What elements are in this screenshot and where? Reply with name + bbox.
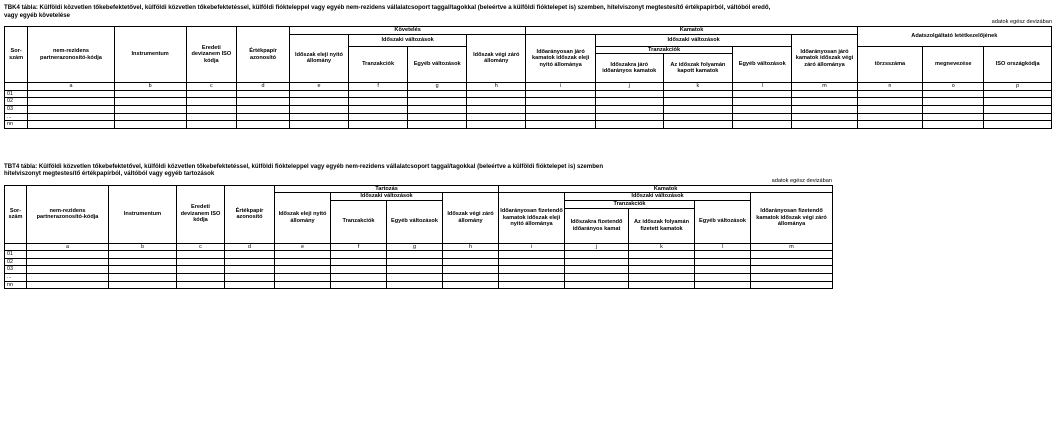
tbk4-unit: adatok egész devizában xyxy=(991,19,1052,25)
tbt4-header-egyeb: Egyéb változások xyxy=(387,200,443,243)
table-row xyxy=(5,273,833,281)
table-cell xyxy=(923,113,984,121)
table-cell xyxy=(387,281,443,289)
table-cell xyxy=(408,113,467,121)
tbt4-letter-row xyxy=(5,243,833,251)
tbk4-header-idoszaki: Időszaki változások xyxy=(349,34,467,46)
table-cell xyxy=(289,113,348,121)
table-cell xyxy=(349,121,408,129)
table-cell xyxy=(467,90,526,98)
tbt4-header-eredeti: Eredeti devizanem ISO kódja xyxy=(177,185,225,243)
table-cell xyxy=(751,273,833,281)
table-cell xyxy=(733,105,792,113)
table-row xyxy=(5,121,1052,129)
column-letter: j xyxy=(565,243,629,251)
table-cell xyxy=(526,113,596,121)
table-cell xyxy=(177,281,225,289)
table-cell xyxy=(565,251,629,259)
table-cell xyxy=(109,281,177,289)
table-cell xyxy=(857,121,922,129)
table-cell xyxy=(526,98,596,106)
table-cell xyxy=(526,121,596,129)
table-cell xyxy=(733,121,792,129)
table-cell xyxy=(467,105,526,113)
tbk4-header-kamatok: Kamatok xyxy=(526,27,857,35)
table-cell xyxy=(177,266,225,274)
table-cell xyxy=(237,105,290,113)
table-cell xyxy=(109,266,177,274)
table-cell xyxy=(984,90,1052,98)
column-letter: c xyxy=(177,243,225,251)
table-cell xyxy=(237,90,290,98)
table-cell xyxy=(792,90,857,98)
table-cell xyxy=(109,251,177,259)
table-cell xyxy=(751,258,833,266)
table-cell xyxy=(28,105,115,113)
table-cell xyxy=(792,98,857,106)
column-letter: k xyxy=(629,243,695,251)
table-cell xyxy=(663,98,733,106)
table-cell xyxy=(237,113,290,121)
table-cell xyxy=(565,258,629,266)
table-cell xyxy=(499,258,565,266)
tbt4-header-tranz: Tranzakciók xyxy=(331,200,387,243)
table-cell xyxy=(349,105,408,113)
table-cell xyxy=(28,90,115,98)
table-cell xyxy=(984,113,1052,121)
tbt4-title xyxy=(4,163,832,178)
tbk4-table xyxy=(4,26,1052,129)
table-cell xyxy=(923,90,984,98)
tbk4-title xyxy=(4,4,1052,19)
table-cell xyxy=(857,113,922,121)
table-cell xyxy=(114,121,186,129)
table-cell xyxy=(225,266,275,274)
table-cell xyxy=(595,98,663,106)
column-letter: i xyxy=(499,243,565,251)
row-number: 02 xyxy=(5,258,27,266)
table-cell xyxy=(923,105,984,113)
table-cell xyxy=(751,281,833,289)
table-cell xyxy=(695,251,751,259)
column-letter: h xyxy=(443,243,499,251)
tbt4-unit: adatok egész devizában xyxy=(771,177,832,184)
table-cell xyxy=(733,113,792,121)
table-cell xyxy=(751,251,833,259)
table-cell xyxy=(467,121,526,129)
table-cell xyxy=(28,98,115,106)
column-letter: e xyxy=(275,243,331,251)
table-row xyxy=(5,113,1052,121)
tbk4-header-instrumentum: Instrumentum xyxy=(114,27,186,83)
table-cell xyxy=(792,105,857,113)
table-cell xyxy=(186,98,237,106)
table-cell xyxy=(499,251,565,259)
table-cell xyxy=(499,266,565,274)
table-cell xyxy=(984,121,1052,129)
table-cell xyxy=(733,90,792,98)
table-cell xyxy=(629,258,695,266)
table-row xyxy=(5,266,833,274)
table-cell xyxy=(27,266,109,274)
table-cell xyxy=(526,90,596,98)
tbk4-header-k-jaro: Időszakra járó időarányos kamatok xyxy=(595,54,663,83)
tbk4-section xyxy=(4,4,1052,129)
table-row xyxy=(5,281,833,289)
table-cell xyxy=(629,251,695,259)
tbt4-header-zaro: Időszak végi záró állomány xyxy=(443,193,499,243)
column-letter: l xyxy=(695,243,751,251)
table-cell xyxy=(177,273,225,281)
table-cell xyxy=(186,113,237,121)
tbt4-header-ertekpapir: Értékpapír azonosító xyxy=(225,185,275,243)
table-cell xyxy=(349,113,408,121)
table-cell xyxy=(565,281,629,289)
table-cell xyxy=(663,121,733,129)
table-cell xyxy=(526,105,596,113)
table-row xyxy=(5,90,1052,98)
table-row xyxy=(5,105,1052,113)
tbt4-header-idoszaki: Időszaki változások xyxy=(331,193,443,201)
tbk4-header-nyito: Időszak eleji nyitó állomány xyxy=(289,34,348,83)
column-letter: e xyxy=(289,83,348,91)
table-cell xyxy=(387,273,443,281)
table-cell xyxy=(109,273,177,281)
column-letter: d xyxy=(237,83,290,91)
tbk4-header-k-tranz: Tranzakciók xyxy=(595,46,732,54)
table-cell xyxy=(565,266,629,274)
tbk4-header-megnev: megnevezése xyxy=(923,46,984,83)
table-cell xyxy=(225,251,275,259)
table-cell xyxy=(289,105,348,113)
table-cell xyxy=(27,281,109,289)
table-cell xyxy=(275,266,331,274)
column-letter: f xyxy=(331,243,387,251)
row-number: 01 xyxy=(5,251,27,259)
table-cell xyxy=(408,90,467,98)
table-cell xyxy=(443,258,499,266)
table-cell xyxy=(695,273,751,281)
table-cell xyxy=(387,258,443,266)
tbk4-header-k-egyeb: Egyéb változások xyxy=(733,46,792,83)
column-letter: a xyxy=(27,243,109,251)
tbt4-header-k-fizetendo: Időszakra fizetendő időarányos kamat xyxy=(565,208,629,243)
column-letter: j xyxy=(595,83,663,91)
table-cell xyxy=(177,251,225,259)
table-cell xyxy=(663,105,733,113)
table-cell xyxy=(695,258,751,266)
table-row xyxy=(5,251,833,259)
tbt4-header-instrumentum: Instrumentum xyxy=(109,185,177,243)
table-cell xyxy=(387,251,443,259)
tbk4-header-ertekpapir: Értékpapír azonosító xyxy=(237,27,290,83)
table-cell xyxy=(289,90,348,98)
table-cell xyxy=(275,273,331,281)
table-cell xyxy=(923,98,984,106)
table-cell xyxy=(499,273,565,281)
table-cell xyxy=(733,98,792,106)
table-cell xyxy=(408,121,467,129)
column-letter: b xyxy=(109,243,177,251)
tbt4-table xyxy=(4,185,833,289)
tbt4-section xyxy=(4,163,832,289)
table-cell xyxy=(114,113,186,121)
table-cell xyxy=(595,90,663,98)
tbk4-letter-row xyxy=(5,83,1052,91)
table-cell xyxy=(237,98,290,106)
table-cell xyxy=(349,90,408,98)
column-letter: m xyxy=(792,83,857,91)
tbt4-header-k-idoszaki: Időszaki változások xyxy=(565,193,751,201)
row-number: ... xyxy=(5,273,27,281)
table-cell xyxy=(331,266,387,274)
row-number: 03 xyxy=(5,266,27,274)
row-number: ... xyxy=(5,113,28,121)
column-letter: f xyxy=(349,83,408,91)
tbk4-header-partner: nem-rezidens partnerazonosító-kódja xyxy=(28,27,115,83)
tbk4-header-adat: Adatszolgáltató letétkezelőjének xyxy=(857,27,1051,47)
table-cell xyxy=(751,266,833,274)
tbt4-header-sor: Sor-szám xyxy=(5,185,27,243)
table-cell xyxy=(663,113,733,121)
table-cell xyxy=(109,258,177,266)
tbt4-header-partner: nem-rezidens partnerazonosító-kódja xyxy=(27,185,109,243)
tbk4-header-k-kapott: Az időszak folyamán kapott kamatok xyxy=(663,54,733,83)
tbk4-header-koveteles: Követelés xyxy=(289,27,525,35)
table-cell xyxy=(792,121,857,129)
column-letter: b xyxy=(114,83,186,91)
column-letter: l xyxy=(733,83,792,91)
column-letter: i xyxy=(526,83,596,91)
tbt4-header-k-nyito: Időarányosan fizetendő kamatok időszak eleji nyitó állománya xyxy=(499,193,565,243)
table-cell xyxy=(225,273,275,281)
tbt4-title-line2: hitelviszonyt megtestesítő értékpapírból, váltóból vagy egyéb tartozások xyxy=(4,170,215,178)
table-cell xyxy=(695,266,751,274)
table-cell xyxy=(27,273,109,281)
tbk4-title-line1: TBK4 tábla: Külföldi közvetlen tőkebefektetővel, külföldi közvetlen tőkebefektetéssel, külföldi fiókteleppel vagy egyéb nem-rezidens vállalatcsoport taggal/tagokkal (beleértve a külföldi fióktelepet is) szemben, hitelviszonyt megtestesítő értékpapírból, váltóból eredő, xyxy=(4,4,771,11)
table-cell xyxy=(408,98,467,106)
tbk4-header-torzs: törzsszáma xyxy=(857,46,922,83)
table-cell xyxy=(443,281,499,289)
tbk4-header-sor: Sor-szám xyxy=(5,27,28,83)
tbt4-title-line1: TBT4 tábla: Külföldi közvetlen tőkebefektetővel, külföldi közvetlen tőkebefektetéssel, külföldi fiókteleppel vagy egyéb nem-rezidens vállalatcsoport taggal/tagokkal (beleértve a külföldi fióktelepet is) szemben xyxy=(4,162,604,170)
column-letter: o xyxy=(923,83,984,91)
table-cell xyxy=(114,105,186,113)
table-cell xyxy=(28,121,115,129)
table-cell xyxy=(923,121,984,129)
table-cell xyxy=(387,266,443,274)
table-cell xyxy=(467,98,526,106)
column-letter: d xyxy=(225,243,275,251)
column-letter: a xyxy=(28,83,115,91)
table-cell xyxy=(27,251,109,259)
table-cell xyxy=(289,121,348,129)
column-letter: g xyxy=(408,83,467,91)
table-row xyxy=(5,258,833,266)
tbt4-header-kamatok: Kamatok xyxy=(499,185,833,193)
tbt4-header-nyito: Időszak eleji nyitó állomány xyxy=(275,193,331,243)
table-cell xyxy=(114,90,186,98)
table-cell xyxy=(695,281,751,289)
row-number: nn xyxy=(5,281,27,289)
tbk4-title-line2: vagy egyéb követelése xyxy=(4,11,71,19)
row-number: 03 xyxy=(5,105,28,113)
tbk4-header-egyeb: Egyéb változások xyxy=(408,46,467,83)
column-letter: h xyxy=(467,83,526,91)
table-cell xyxy=(275,258,331,266)
table-cell xyxy=(275,281,331,289)
table-cell xyxy=(857,98,922,106)
table-cell xyxy=(467,113,526,121)
table-cell xyxy=(186,105,237,113)
table-cell xyxy=(225,258,275,266)
table-cell xyxy=(857,90,922,98)
table-cell xyxy=(629,273,695,281)
tbk4-header-k-nyito: Időarányosan járó kamatok időszak eleji nyitó állománya xyxy=(526,34,596,83)
tbk4-header-k-idoszaki: Időszaki változások xyxy=(595,34,791,46)
tbt4-header-k-zaro: Időarányosan fizetendő kamatok időszak végi záró állománya xyxy=(751,193,833,243)
table-cell xyxy=(237,121,290,129)
table-cell xyxy=(349,98,408,106)
table-cell xyxy=(443,251,499,259)
table-cell xyxy=(331,273,387,281)
table-cell xyxy=(177,258,225,266)
tbt4-header-k-fizetett: Az időszak folyamán fizetett kamatok xyxy=(629,208,695,243)
table-cell xyxy=(408,105,467,113)
row-number: 02 xyxy=(5,98,28,106)
table-cell xyxy=(499,281,565,289)
table-cell xyxy=(28,113,115,121)
table-cell xyxy=(225,281,275,289)
table-cell xyxy=(331,251,387,259)
tbk4-header-iso: ISO országkódja xyxy=(984,46,1052,83)
tbk4-header-k-zaro: Időarányosan járó kamatok időszak végi záró állománya xyxy=(792,34,857,83)
table-cell xyxy=(275,251,331,259)
table-cell xyxy=(984,105,1052,113)
column-letter: g xyxy=(387,243,443,251)
column-letter: p xyxy=(984,83,1052,91)
column-letter: c xyxy=(186,83,237,91)
table-cell xyxy=(595,105,663,113)
table-cell xyxy=(595,113,663,121)
table-cell xyxy=(663,90,733,98)
table-cell xyxy=(289,98,348,106)
table-cell xyxy=(857,105,922,113)
table-row xyxy=(5,98,1052,106)
table-cell xyxy=(114,98,186,106)
tbt4-header-k-egyeb: Egyéb változások xyxy=(695,200,751,243)
table-cell xyxy=(443,266,499,274)
row-number: nn xyxy=(5,121,28,129)
tbt4-header-k-tranz: Tranzakciók xyxy=(565,200,695,208)
table-cell xyxy=(984,98,1052,106)
table-cell xyxy=(443,273,499,281)
table-cell xyxy=(792,113,857,121)
table-cell xyxy=(629,281,695,289)
column-letter: k xyxy=(663,83,733,91)
column-letter: n xyxy=(857,83,922,91)
table-cell xyxy=(565,273,629,281)
tbk4-header-tranz: Tranzakciók xyxy=(349,46,408,83)
table-cell xyxy=(629,266,695,274)
column-letter: m xyxy=(751,243,833,251)
tbt4-header-tartozas: Tartozás xyxy=(275,185,499,193)
tbk4-header-eredeti: Eredeti devizanem ISO kódja xyxy=(186,27,237,83)
tbk4-header-zaro: Időszak végi záró állomány xyxy=(467,34,526,83)
table-cell xyxy=(595,121,663,129)
table-cell xyxy=(186,90,237,98)
table-cell xyxy=(27,258,109,266)
table-cell xyxy=(331,258,387,266)
row-number: 01 xyxy=(5,90,28,98)
table-cell xyxy=(186,121,237,129)
table-cell xyxy=(331,281,387,289)
